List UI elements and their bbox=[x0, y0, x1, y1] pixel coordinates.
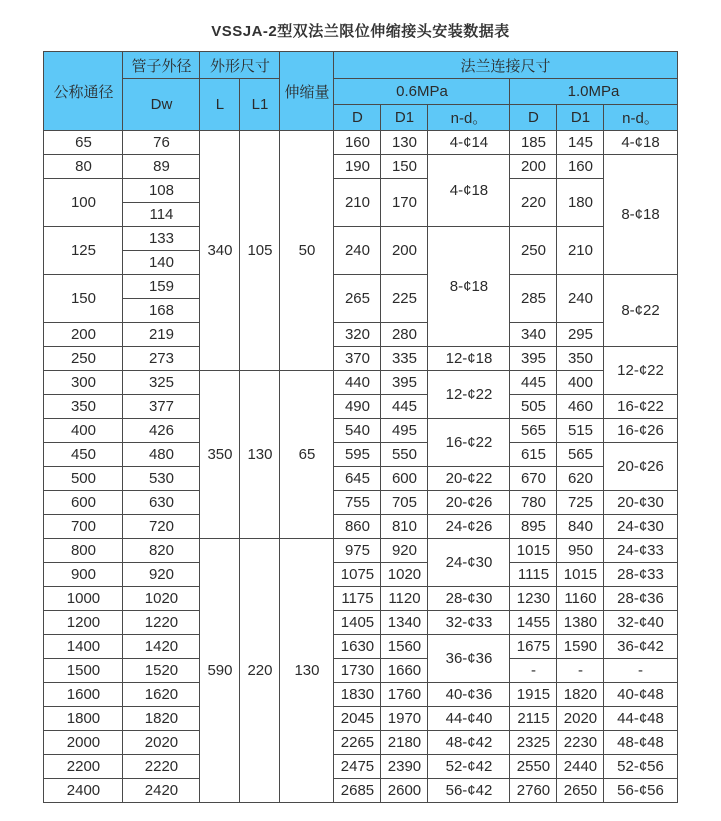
table-header bbox=[44, 52, 677, 131]
table-cell: 1800 bbox=[44, 707, 123, 731]
table-cell: 950 bbox=[557, 539, 604, 563]
table-cell: 16-¢22 bbox=[428, 419, 510, 467]
table-cell: 150 bbox=[381, 155, 428, 179]
table-cell: 200 bbox=[44, 323, 123, 347]
header-cell: 0.6MPa bbox=[334, 79, 510, 105]
table-cell: 1160 bbox=[557, 587, 604, 611]
table-cell: 24-¢33 bbox=[604, 539, 677, 563]
table-cell: 400 bbox=[44, 419, 123, 443]
table-cell: 295 bbox=[557, 323, 604, 347]
table-cell: 65 bbox=[280, 371, 334, 539]
table-cell: 125 bbox=[44, 227, 123, 275]
table-cell: 2180 bbox=[381, 731, 428, 755]
table-cell: 20-¢30 bbox=[604, 491, 677, 515]
table-cell: 1620 bbox=[123, 683, 200, 707]
table-row bbox=[44, 419, 677, 443]
table-cell: 920 bbox=[381, 539, 428, 563]
table-row bbox=[44, 371, 677, 395]
table-cell: - bbox=[510, 659, 557, 683]
table-row bbox=[44, 683, 677, 707]
table-cell: 395 bbox=[510, 347, 557, 371]
table-cell: 595 bbox=[334, 443, 381, 467]
table-cell: 370 bbox=[334, 347, 381, 371]
table-row bbox=[44, 611, 677, 635]
table-cell: 56-¢42 bbox=[428, 779, 510, 803]
header-cell: 1.0MPa bbox=[510, 79, 677, 105]
table-cell: 145 bbox=[557, 131, 604, 155]
table-cell: 350 bbox=[557, 347, 604, 371]
table-cell: 300 bbox=[44, 371, 123, 395]
table-cell: 320 bbox=[334, 323, 381, 347]
table-cell: 440 bbox=[334, 371, 381, 395]
table-cell: 1970 bbox=[381, 707, 428, 731]
table-cell: 2475 bbox=[334, 755, 381, 779]
table-cell: 190 bbox=[334, 155, 381, 179]
table-cell: 340 bbox=[510, 323, 557, 347]
header-cell: 伸缩量 bbox=[280, 52, 334, 131]
table-cell: 445 bbox=[381, 395, 428, 419]
table-cell: 620 bbox=[557, 467, 604, 491]
table-cell: - bbox=[557, 659, 604, 683]
table-cell: 2390 bbox=[381, 755, 428, 779]
table-cell: 265 bbox=[334, 275, 381, 323]
table-cell: 1020 bbox=[381, 563, 428, 587]
table-row bbox=[44, 659, 677, 683]
table-cell: 114 bbox=[123, 203, 200, 227]
table-cell: 670 bbox=[510, 467, 557, 491]
table-cell: 350 bbox=[44, 395, 123, 419]
table-cell: 1500 bbox=[44, 659, 123, 683]
table-cell: 1660 bbox=[381, 659, 428, 683]
table-cell: 200 bbox=[510, 155, 557, 179]
table-cell: 20-¢26 bbox=[428, 491, 510, 515]
table-cell: 220 bbox=[240, 539, 280, 803]
table-cell: 645 bbox=[334, 467, 381, 491]
table-cell: 130 bbox=[280, 539, 334, 803]
table-cell: 133 bbox=[123, 227, 200, 251]
table-cell: 108 bbox=[123, 179, 200, 203]
table-cell: 720 bbox=[123, 515, 200, 539]
header-cell: D bbox=[510, 105, 557, 131]
table-cell: 160 bbox=[557, 155, 604, 179]
table-cell: 600 bbox=[381, 467, 428, 491]
table-cell: 540 bbox=[334, 419, 381, 443]
header-cell: 管子外径 bbox=[123, 52, 200, 79]
table-cell: 48-¢48 bbox=[604, 731, 677, 755]
table-cell: 810 bbox=[381, 515, 428, 539]
table-cell: 44-¢40 bbox=[428, 707, 510, 731]
table-cell: 76 bbox=[123, 131, 200, 155]
table-cell: 2020 bbox=[123, 731, 200, 755]
header-cell: 法兰连接尺寸 bbox=[334, 52, 677, 79]
table-cell: 2325 bbox=[510, 731, 557, 755]
table-row bbox=[44, 155, 677, 179]
table-row bbox=[44, 443, 677, 467]
table-cell: 975 bbox=[334, 539, 381, 563]
table-cell: 1220 bbox=[123, 611, 200, 635]
table-cell: - bbox=[604, 659, 677, 683]
table-cell: 8-¢22 bbox=[604, 275, 677, 347]
table-cell: 2265 bbox=[334, 731, 381, 755]
table-cell: 28-¢33 bbox=[604, 563, 677, 587]
table-cell: 1820 bbox=[557, 683, 604, 707]
table-cell: 40-¢48 bbox=[604, 683, 677, 707]
table-cell: 565 bbox=[510, 419, 557, 443]
table-cell: 1200 bbox=[44, 611, 123, 635]
table-cell: 250 bbox=[44, 347, 123, 371]
table-cell: 780 bbox=[510, 491, 557, 515]
table-cell: 159 bbox=[123, 275, 200, 299]
table-cell: 12-¢18 bbox=[428, 347, 510, 371]
table-cell: 460 bbox=[557, 395, 604, 419]
table-cell: 105 bbox=[240, 131, 280, 371]
header-cell: L1 bbox=[240, 79, 280, 131]
table-cell: 8-¢18 bbox=[428, 227, 510, 347]
table-cell: 24-¢30 bbox=[604, 515, 677, 539]
table-row bbox=[44, 179, 677, 203]
table-cell: 24-¢30 bbox=[428, 539, 510, 587]
table-cell: 2045 bbox=[334, 707, 381, 731]
header-row bbox=[44, 52, 677, 79]
table-cell: 16-¢22 bbox=[604, 395, 677, 419]
table-cell: 44-¢48 bbox=[604, 707, 677, 731]
table-row bbox=[44, 587, 677, 611]
table-cell: 2115 bbox=[510, 707, 557, 731]
table-cell: 445 bbox=[510, 371, 557, 395]
table-cell: 705 bbox=[381, 491, 428, 515]
table-cell: 240 bbox=[557, 275, 604, 323]
table-cell: 1420 bbox=[123, 635, 200, 659]
table-cell: 1015 bbox=[557, 563, 604, 587]
table-cell: 2400 bbox=[44, 779, 123, 803]
table-cell: 2440 bbox=[557, 755, 604, 779]
table-cell: 2600 bbox=[381, 779, 428, 803]
table-row bbox=[44, 707, 677, 731]
table-cell: 24-¢26 bbox=[428, 515, 510, 539]
table-cell: 820 bbox=[123, 539, 200, 563]
table-cell: 400 bbox=[557, 371, 604, 395]
table-cell: 2420 bbox=[123, 779, 200, 803]
table-cell: 860 bbox=[334, 515, 381, 539]
table-cell: 2760 bbox=[510, 779, 557, 803]
table-cell: 160 bbox=[334, 131, 381, 155]
table-cell: 2220 bbox=[123, 755, 200, 779]
table-cell: 755 bbox=[334, 491, 381, 515]
table-cell: 590 bbox=[200, 539, 240, 803]
table-cell: 700 bbox=[44, 515, 123, 539]
table-cell: 630 bbox=[123, 491, 200, 515]
table-cell: 840 bbox=[557, 515, 604, 539]
table-cell: 1175 bbox=[334, 587, 381, 611]
table-cell: 1630 bbox=[334, 635, 381, 659]
table-cell: 565 bbox=[557, 443, 604, 467]
table-cell: 895 bbox=[510, 515, 557, 539]
table-cell: 1520 bbox=[123, 659, 200, 683]
table-cell: 20-¢26 bbox=[604, 443, 677, 491]
table-cell: 615 bbox=[510, 443, 557, 467]
table-cell: 1590 bbox=[557, 635, 604, 659]
table-cell: 89 bbox=[123, 155, 200, 179]
table-row bbox=[44, 395, 677, 419]
header-cell: D bbox=[334, 105, 381, 131]
table-cell: 2020 bbox=[557, 707, 604, 731]
header-cell: Dw bbox=[123, 79, 200, 131]
table-cell: 28-¢30 bbox=[428, 587, 510, 611]
table-row bbox=[44, 755, 677, 779]
table-cell: 210 bbox=[557, 227, 604, 275]
table-cell: 350 bbox=[200, 371, 240, 539]
table-cell: 900 bbox=[44, 563, 123, 587]
table-cell: 340 bbox=[200, 131, 240, 371]
table-cell: 1115 bbox=[510, 563, 557, 587]
table-cell: 225 bbox=[381, 275, 428, 323]
table-cell: 28-¢36 bbox=[604, 587, 677, 611]
header-cell: D1 bbox=[381, 105, 428, 131]
table-cell: 130 bbox=[381, 131, 428, 155]
table-cell: 56-¢56 bbox=[604, 779, 677, 803]
table-cell: 1675 bbox=[510, 635, 557, 659]
table-cell: 36-¢42 bbox=[604, 635, 677, 659]
table-cell: 1830 bbox=[334, 683, 381, 707]
table-cell: 32-¢33 bbox=[428, 611, 510, 635]
header-cell: D1 bbox=[557, 105, 604, 131]
table-cell: 600 bbox=[44, 491, 123, 515]
table-cell: 550 bbox=[381, 443, 428, 467]
table-cell: 500 bbox=[44, 467, 123, 491]
table-cell: 219 bbox=[123, 323, 200, 347]
table-cell: 36-¢36 bbox=[428, 635, 510, 683]
table-cell: 12-¢22 bbox=[428, 371, 510, 419]
table-cell: 505 bbox=[510, 395, 557, 419]
table-cell: 180 bbox=[557, 179, 604, 227]
table-cell: 1230 bbox=[510, 587, 557, 611]
table-cell: 1000 bbox=[44, 587, 123, 611]
page-title: VSSJA-2型双法兰限位伸缩接头安装数据表 bbox=[211, 23, 510, 40]
table-cell: 377 bbox=[123, 395, 200, 419]
table-row bbox=[44, 323, 677, 347]
table-cell: 1340 bbox=[381, 611, 428, 635]
table-cell: 725 bbox=[557, 491, 604, 515]
table-cell: 48-¢42 bbox=[428, 731, 510, 755]
header-cell: n-d。 bbox=[428, 105, 510, 131]
table-row bbox=[44, 563, 677, 587]
table-cell: 52-¢42 bbox=[428, 755, 510, 779]
header-row bbox=[44, 79, 677, 105]
table-row bbox=[44, 275, 677, 299]
table-row bbox=[44, 779, 677, 803]
header-cell: 公称通径 bbox=[44, 52, 123, 131]
table-cell: 1455 bbox=[510, 611, 557, 635]
table-cell: 1400 bbox=[44, 635, 123, 659]
table-cell: 1075 bbox=[334, 563, 381, 587]
header-cell: L bbox=[200, 79, 240, 131]
table-row bbox=[44, 539, 677, 563]
table-cell: 1120 bbox=[381, 587, 428, 611]
table-cell: 1015 bbox=[510, 539, 557, 563]
table-cell: 1760 bbox=[381, 683, 428, 707]
table-cell: 140 bbox=[123, 251, 200, 275]
table-cell: 495 bbox=[381, 419, 428, 443]
table-cell: 2550 bbox=[510, 755, 557, 779]
table-cell: 220 bbox=[510, 179, 557, 227]
table-cell: 12-¢22 bbox=[604, 347, 677, 395]
table-cell: 1600 bbox=[44, 683, 123, 707]
table-row bbox=[44, 347, 677, 371]
table-cell: 1730 bbox=[334, 659, 381, 683]
table-cell: 100 bbox=[44, 179, 123, 227]
table-row bbox=[44, 635, 677, 659]
table-cell: 2685 bbox=[334, 779, 381, 803]
table-cell: 250 bbox=[510, 227, 557, 275]
table-row bbox=[44, 131, 677, 155]
table-cell: 4-¢14 bbox=[428, 131, 510, 155]
table-cell: 170 bbox=[381, 179, 428, 227]
table-cell: 40-¢36 bbox=[428, 683, 510, 707]
table-cell: 920 bbox=[123, 563, 200, 587]
table-cell: 395 bbox=[381, 371, 428, 395]
table-cell: 4-¢18 bbox=[428, 155, 510, 227]
table-cell: 32-¢40 bbox=[604, 611, 677, 635]
table-cell: 280 bbox=[381, 323, 428, 347]
table-cell: 2200 bbox=[44, 755, 123, 779]
table-cell: 2650 bbox=[557, 779, 604, 803]
table-cell: 8-¢18 bbox=[604, 155, 677, 275]
table-cell: 325 bbox=[123, 371, 200, 395]
table-cell: 200 bbox=[381, 227, 428, 275]
table-cell: 2000 bbox=[44, 731, 123, 755]
table-row bbox=[44, 227, 677, 251]
table-cell: 4-¢18 bbox=[604, 131, 677, 155]
table-cell: 185 bbox=[510, 131, 557, 155]
table-row bbox=[44, 467, 677, 491]
table-cell: 1405 bbox=[334, 611, 381, 635]
installation-data-table bbox=[43, 51, 677, 803]
table-row bbox=[44, 491, 677, 515]
table-cell: 65 bbox=[44, 131, 123, 155]
table-cell: 800 bbox=[44, 539, 123, 563]
table-cell: 20-¢22 bbox=[428, 467, 510, 491]
table-row bbox=[44, 515, 677, 539]
table-cell: 450 bbox=[44, 443, 123, 467]
table-cell: 490 bbox=[334, 395, 381, 419]
table-cell: 1820 bbox=[123, 707, 200, 731]
table-cell: 1560 bbox=[381, 635, 428, 659]
table-cell: 426 bbox=[123, 419, 200, 443]
table-cell: 240 bbox=[334, 227, 381, 275]
table-cell: 2230 bbox=[557, 731, 604, 755]
table-cell: 1380 bbox=[557, 611, 604, 635]
table-cell: 273 bbox=[123, 347, 200, 371]
table-cell: 80 bbox=[44, 155, 123, 179]
table-cell: 168 bbox=[123, 299, 200, 323]
table-cell: 130 bbox=[240, 371, 280, 539]
table-cell: 210 bbox=[334, 179, 381, 227]
table-cell: 52-¢56 bbox=[604, 755, 677, 779]
table-row bbox=[44, 731, 677, 755]
table-cell: 1020 bbox=[123, 587, 200, 611]
table-cell: 285 bbox=[510, 275, 557, 323]
table-cell: 335 bbox=[381, 347, 428, 371]
header-cell: 外形尺寸 bbox=[200, 52, 280, 79]
table-cell: 530 bbox=[123, 467, 200, 491]
table-cell: 150 bbox=[44, 275, 123, 323]
table-cell: 50 bbox=[280, 131, 334, 371]
table-cell: 480 bbox=[123, 443, 200, 467]
table-cell: 515 bbox=[557, 419, 604, 443]
header-cell: n-d。 bbox=[604, 105, 677, 131]
table-cell: 16-¢26 bbox=[604, 419, 677, 443]
table-body bbox=[44, 131, 677, 803]
table-cell: 1915 bbox=[510, 683, 557, 707]
